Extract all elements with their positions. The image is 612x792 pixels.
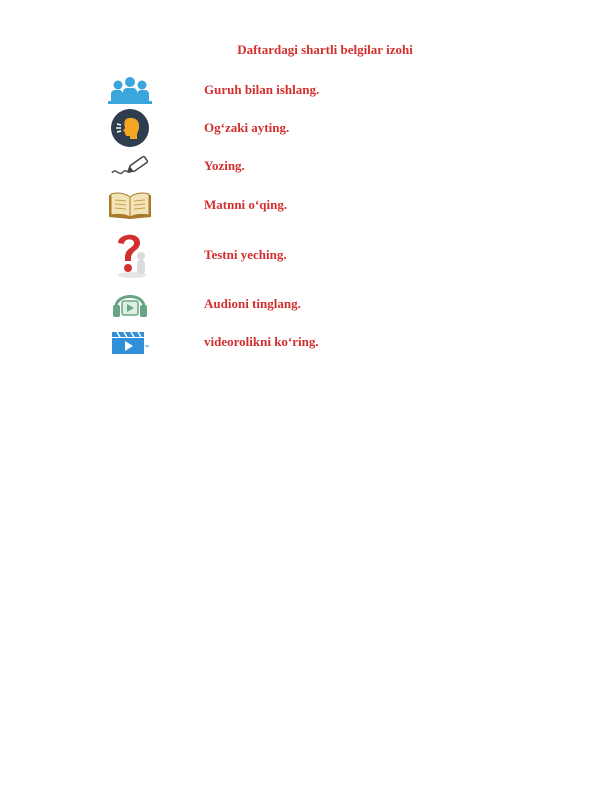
video-clapper-icon: [100, 322, 160, 362]
legend-row-speaking: [0, 108, 612, 148]
legend-label-video: videorolikni ko‘ring.: [204, 334, 319, 349]
legend-row-writing: [0, 146, 612, 186]
headphones-icon: [100, 284, 160, 324]
legend-row-audio: [0, 284, 612, 324]
group-icon: [100, 70, 160, 110]
question-mark-icon: [100, 228, 160, 280]
legend-label-reading: Matnni o‘qing.: [204, 197, 288, 212]
legend-row-group: [0, 70, 612, 110]
page-title: Daftardagi shartli belgilar izohi: [237, 42, 413, 57]
legend-label-writing: Yozing.: [204, 158, 245, 173]
legend-label-group: Guruh bilan ishlang.: [204, 82, 320, 97]
legend-row-video: [0, 322, 612, 362]
legend-row-test: [0, 228, 612, 280]
open-book-icon: [100, 185, 160, 225]
speaking-head-icon: [100, 108, 160, 148]
legend-label-speaking: Og‘zaki ayting.: [204, 120, 290, 135]
legend-label-test: Testni yeching.: [204, 247, 287, 262]
pen-icon: [100, 146, 160, 186]
legend-row-reading: [0, 185, 612, 225]
legend-label-audio: Audioni tinglang.: [204, 296, 301, 311]
